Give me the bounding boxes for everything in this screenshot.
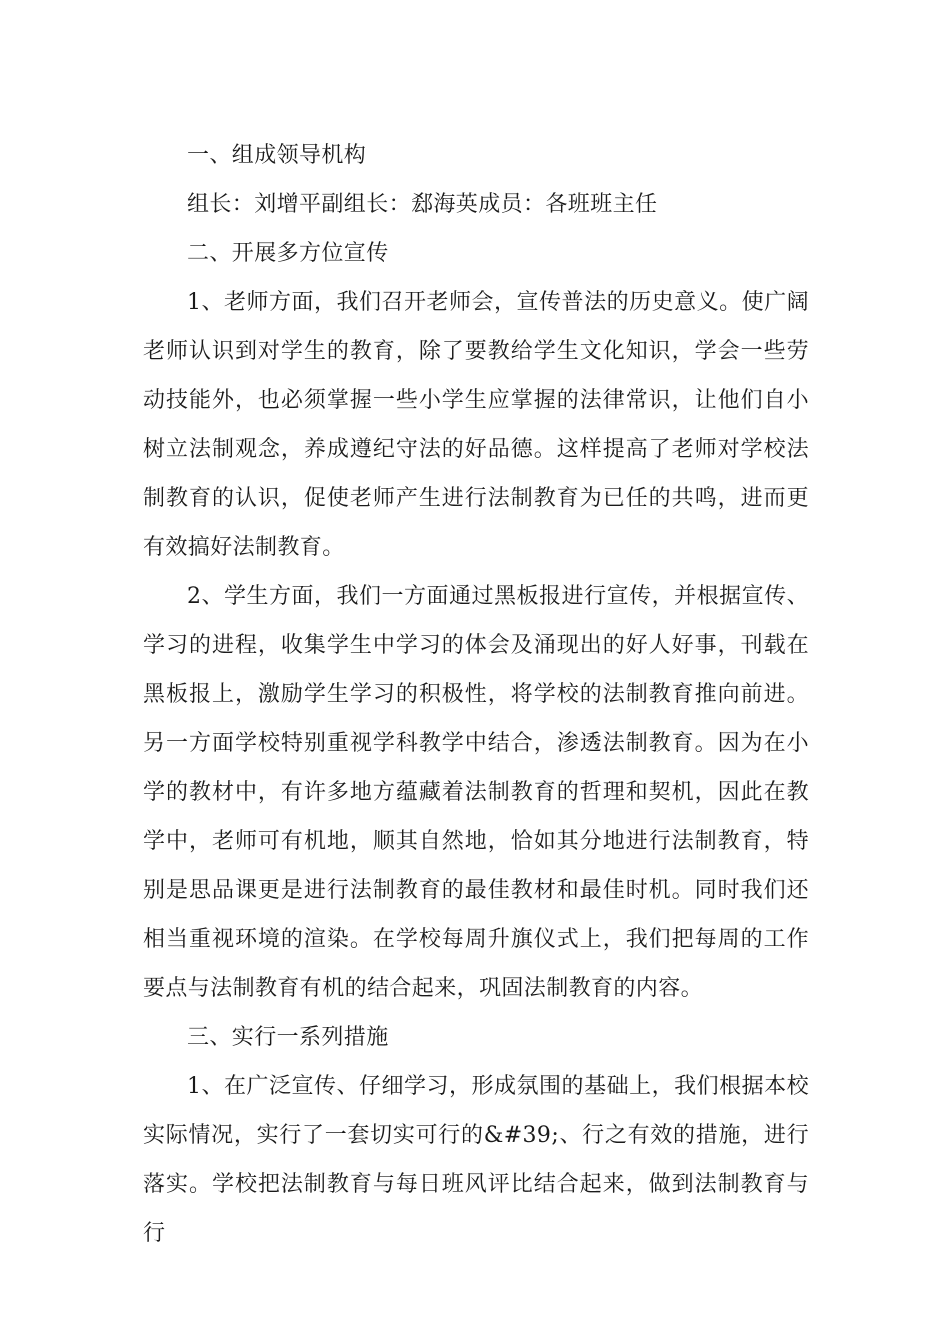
teacher-aspect-paragraph: 1、老师方面，我们召开老师会，宣传普法的历史意义。使广阔老师认识到对学生的教育，除了要教给学生文化知识，学会一些劳动技能外，也必须掌握一些小学生应掌握的法律常识，让他们自小树立法制观念，养成遵纪守法的好品德。这样提高了老师对学校法制教育的认识，促使老师产生进行法制教育为已任的共鸣，进而更有效搞好法制教育。 (143, 290, 809, 560)
leadership-members-line: 组长：刘增平副组长：郄海英成员：各班班主任 (187, 192, 658, 217)
student-aspect-paragraph: 2、学生方面，我们一方面通过黑板报进行宣传，并根据宣传、学习的进程，收集学生中学习的体会及涌现出的好人好事，刊载在黑板报上，激励学生学习的积极性，将学校的法制教育推向前进。另一方面学校特别重视学科教学中结合，渗透法制教育。因为在小学的教材中，有许多地方蕴藏着法制教育的哲理和契机，因此在教学中，老师可有机地，顺其自然地，恰如其分地进行法制教育，特别是思品课更是进行法制教育的最佳教材和最佳时机。同时我们还相当重视环境的渲染。在学校每周升旗仪式上，我们把每周的工作要点与法制教育有机的结合起来，巩固法制教育的内容。 (143, 584, 809, 1001)
measures-paragraph: 1、在广泛宣传、仔细学习，形成氛围的基础上，我们根据本校实际情况，实行了一套切实可行的&#39;、行之有效的措施，进行落实。学校把法制教育与每日班风评比结合起来，做到法制教育与行 (143, 1074, 809, 1246)
section-heading-2: 二、开展多方位宣传 (187, 241, 389, 266)
section-heading-3: 三、实行一系列措施 (187, 1025, 389, 1050)
section-heading-1: 一、组成领导机构 (187, 143, 367, 168)
document-body (143, 131, 809, 1258)
